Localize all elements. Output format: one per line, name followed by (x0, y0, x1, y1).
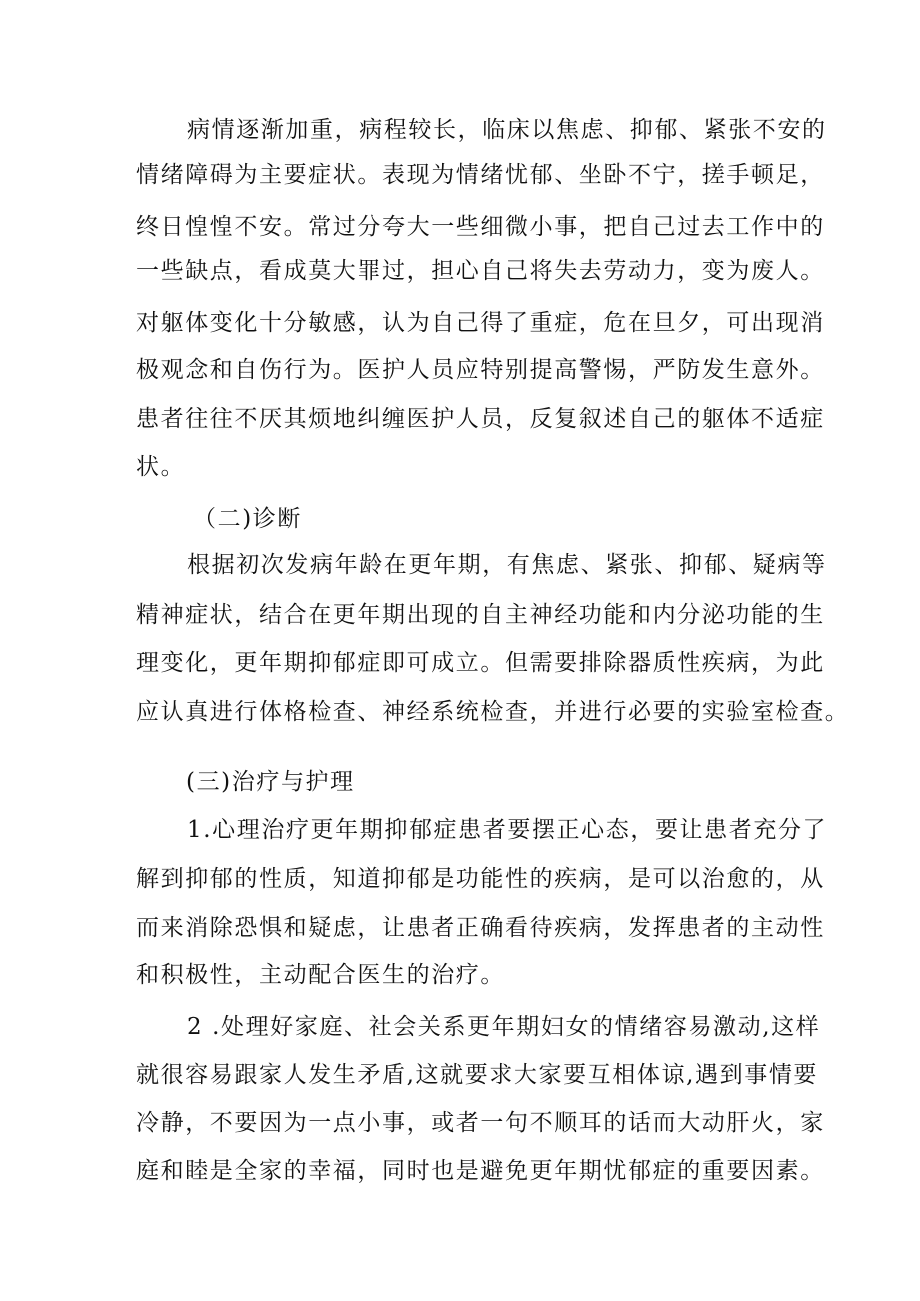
paragraph-line: 精神症状，结合在更年期出现的自主神经功能和内分泌功能的生 (136, 602, 825, 628)
paragraph-line: 终日惶惶不安。常过分夸大一些细微小事，把自己过去工作中的 (136, 214, 825, 240)
section-heading-diagnosis: （二)诊断 (193, 506, 302, 532)
paragraph-line: 就很容易跟家人发生矛盾,这就要求大家要互相体谅,遇到事情要 (136, 1062, 819, 1088)
paragraph-line: 情绪障碍为主要症状。表现为情绪忧郁、坐卧不宁，搓手顿足， (136, 162, 825, 188)
paragraph-line: 庭和睦是全家的幸福，同时也是避免更年期忧郁症的重要因素。 (136, 1158, 825, 1184)
paragraph-line: 一些缺点，看成莫大罪过，担心自己将失去劳动力，变为废人。 (136, 258, 825, 284)
paragraph-line: 和积极性，主动配合医生的治疗。 (136, 962, 505, 988)
paragraph-line: 应认真进行体格检查、神经系统检查，并进行必要的实验室检查。 (136, 699, 850, 725)
section-heading-treatment: (三)治疗与护理 (186, 769, 355, 795)
paragraph-line: 而来消除恐惧和疑虑，让患者正确看待疾病，发挥患者的主动性 (136, 915, 825, 941)
paragraph-line: 解到抑郁的性质，知道抑郁是功能性的疾病，是可以治愈的，从 (136, 866, 825, 892)
paragraph-line: 状。 (136, 454, 186, 480)
paragraph-line: 2 .处理好家庭、社会关系更年期妇女的情绪容易激动,这样 (187, 1014, 821, 1040)
paragraph-line: 病情逐渐加重，病程较长，临床以焦虑、抑郁、紧张不安的 (187, 117, 827, 143)
paragraph-line: 理变化，更年期抑郁症即可成立。但需要排除器质性疾病，为此 (136, 650, 825, 676)
paragraph-line: 1.心理治疗更年期抑郁症患者要摆正心态，要让患者充分了 (187, 817, 828, 843)
paragraph-line: 极观念和自伤行为。医护人员应特别提高警惕，严防发生意外。 (136, 357, 825, 383)
paragraph-line: 冷静，不要因为一点小事，或者一句不顺耳的话而大动肝火，家 (136, 1110, 825, 1136)
paragraph-line: 根据初次发病年龄在更年期，有焦虑、紧张、抑郁、疑病等 (187, 552, 827, 578)
paragraph-line: 对躯体变化十分敏感，认为自己得了重症，危在旦夕，可出现消 (136, 310, 825, 336)
paragraph-line: 患者往往不厌其烦地纠缠医护人员，反复叙述自己的躯体不适症 (136, 406, 825, 432)
